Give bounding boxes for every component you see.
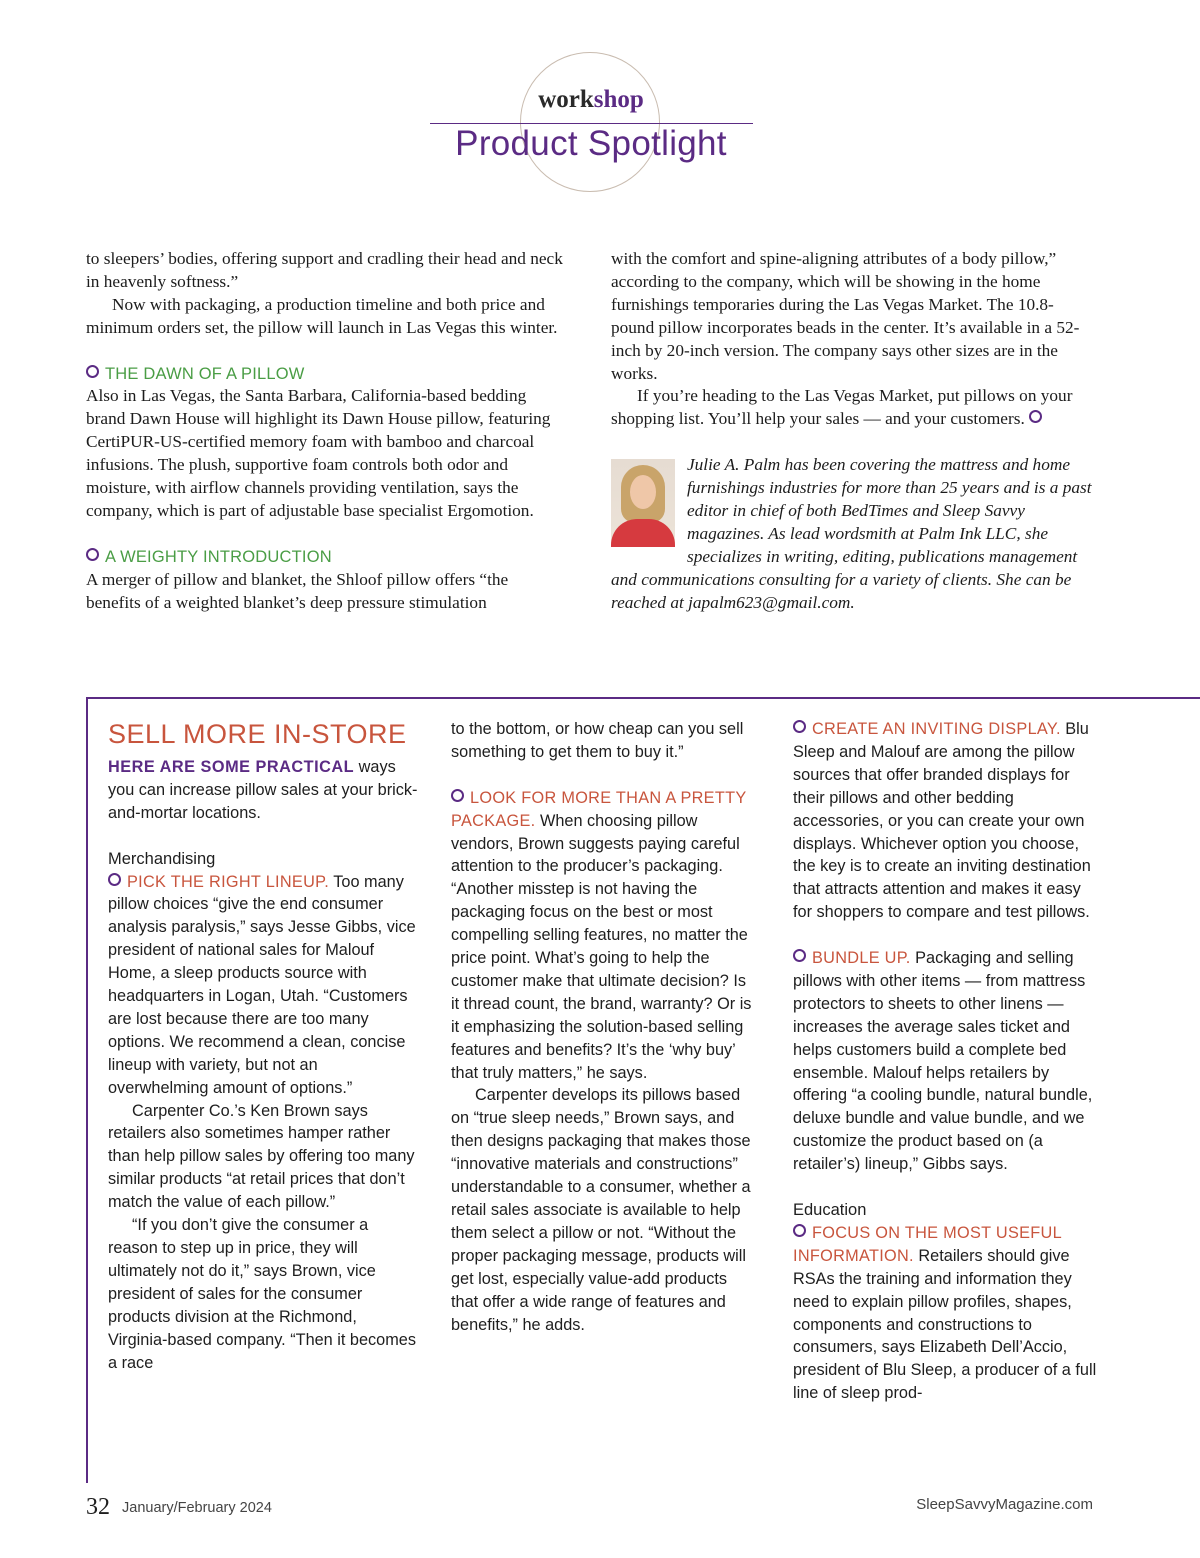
article-paragraph xyxy=(611,385,1097,431)
tip-pretty-package xyxy=(451,787,756,1085)
article-paragraph: Also in Las Vegas, the Santa Barbara, California-based bedding brand Dawn House will highlight its Dawn House pillow, featuring CertiPUR-US-certified memory foam with bamboo and charcoal infusions. The plush, supportive foam controls both odor and moisture, with airflow channels providing ventilation, says the company, which is part of adjustable base specialist Ergomotion. xyxy=(86,386,551,520)
tip-useful-information xyxy=(793,1222,1103,1405)
tip-title: CREATE AN INVITING DISPLAY. xyxy=(812,720,1061,738)
sidebar-column-1 xyxy=(108,718,418,1374)
sidebar-paragraph: “If you don’t give the consumer a reason to step up in price, they will ultimately not do it,” says Brown, vice president of sales for the consumer products division at the Richmond, Virginia-based company. “Then it becomes a race xyxy=(108,1216,416,1372)
author-photo xyxy=(611,459,675,547)
sidebar-lead-rest: ways you can increase pillow sales at your brick-and-mortar locations. xyxy=(108,758,418,822)
circle-bullet-icon xyxy=(793,720,806,733)
tip-title: BUNDLE UP. xyxy=(812,949,911,968)
article-paragraph: Now with packaging, a production timeline and both price and minimum orders set, the pillow will launch in Las Vegas this winter. xyxy=(86,294,558,337)
heading-education: Education xyxy=(793,1201,867,1219)
sidebar-paragraph: Carpenter develops its pillows based on “true sleep needs,” Brown says, and then designs packaging that makes those “innovative materials and constructions” understandable to a consumer, whether a retail sales associate is available to help them select a pillow or not. “Without the proper packaging message, products will get lost, especially value-add products that offer a wide range of features and benefits,” he adds. xyxy=(451,1086,751,1334)
kicker-shop: shop xyxy=(593,86,644,113)
sidebar-lead: HERE ARE SOME PRACTICAL xyxy=(108,758,355,776)
tip-text: Retailers should give RSAs the training and information they need to explain pillow profiles, shapes, components and constructions to consumers, says Elizabeth Dell’Accio, president of Blu Sleep, a producer of a full line of sleep prod- xyxy=(793,1246,1097,1403)
tip-text: Blu Sleep and Malouf are among the pillow sources that offer branded displays for their pillows and other bedding accessories, or you can create your own displays. Whichever option you choose, the key is to create an inviting destination that attracts attention and makes it easy for shoppers to compare and test pillows. xyxy=(793,720,1091,922)
sidebar-box-left-rule xyxy=(86,697,88,1483)
circle-bullet-icon xyxy=(86,548,99,561)
sidebar-paragraph: Carpenter Co.’s Ken Brown says retailers also sometimes hamper rather than help pillow sales by offering too many similar products “at retail prices that don’t match the value of each pillow.” xyxy=(108,1101,415,1212)
section-kicker xyxy=(430,86,752,114)
circle-bullet-icon xyxy=(86,365,99,378)
sidebar-column-3 xyxy=(793,718,1103,1405)
circle-bullet-icon xyxy=(108,873,121,886)
header-circle-ornament xyxy=(520,52,660,192)
article-closing-text: If you’re heading to the Las Vegas Market, put pillows on your shopping list. You’ll help your sales — and your customers. xyxy=(611,386,1073,429)
magazine-website: SleepSavvyMagazine.com xyxy=(916,1496,1093,1513)
tip-bundle-up xyxy=(793,947,1103,1176)
kicker-work: work xyxy=(538,86,594,113)
sidebar-intro xyxy=(108,756,418,825)
circle-bullet-icon xyxy=(793,1224,806,1237)
subhead-text: A WEIGHTY INTRODUCTION xyxy=(105,547,332,566)
sidebar-box-top-rule xyxy=(86,697,1200,699)
subhead-dawn-of-a-pillow xyxy=(86,363,566,386)
tip-text: Too many pillow choices “give the end consumer analysis paralysis,” says Jesse Gibbs, vice president of national sales for Malouf Home, a sleep products source with headquarters in Logan, Utah. “Customers are lost because there are too many options. We recommend a clean, concise lineup with variety, but not an overwhelming amount of options.” xyxy=(108,872,416,1097)
circle-bullet-icon xyxy=(793,949,806,962)
page-title: Product Spotlight xyxy=(455,124,727,163)
tip-pick-lineup xyxy=(108,871,418,1100)
article-paragraph: to sleepers’ bodies, offering support and cradling their head and neck in heavenly softness.” xyxy=(86,249,563,291)
end-mark-icon xyxy=(1029,410,1042,423)
subhead-weighty-introduction xyxy=(86,546,566,569)
subhead-text: THE DAWN OF A PILLOW xyxy=(105,364,305,383)
tip-title: LOOK FOR MORE THAN A PRETTY PACKAGE. xyxy=(451,788,747,830)
article-paragraph: with the comfort and spine-aligning attributes of a body pillow,” according to the company, which will be showing in the home furnishings temporaries during the Las Vegas Market. The 10.8-pound pillow incorporates beads in the center. It’s available in a 52-inch by 20-inch version. The company says other sizes are in the works. xyxy=(611,249,1080,383)
circle-bullet-icon xyxy=(451,789,464,802)
tip-text: When choosing pillow vendors, Brown suggests paying careful attention to the producer’s packaging. “Another misstep is not having the packaging focus on the best or most compelling selling features, no matter the price point. What’s going to help the customer make that ultimate decision? Is it thread count, the brand, warranty? Or is it emphasizing the solution-based selling features and benefits? It’s the ‘why buy’ that truly matters,” he says. xyxy=(451,811,752,1082)
sidebar-title: SELL MORE IN-STORE xyxy=(108,719,407,749)
sidebar-column-2 xyxy=(451,718,756,1336)
page-number: 32 xyxy=(86,1494,110,1520)
tip-title: FOCUS ON THE MOST USEFUL INFORMATION. xyxy=(793,1223,1062,1265)
article-paragraph: A merger of pillow and blanket, the Shloof pillow offers “the benefits of a weighted blanket’s deep pressure stimulation xyxy=(86,569,509,612)
issue-date: January/February 2024 xyxy=(122,1500,272,1516)
article-column-right xyxy=(611,248,1097,614)
tip-text: Packaging and selling pillows with other items — from mattress protectors to sheets to other linens — increases the average sales ticket and helps customers build a complete bed ensemble. Malouf helps retailers by offering “a cooling bundle, natural bundle, deluxe bundle and value bundle, and we customize the product based on (a retailer’s) lineup,” Gibbs says. xyxy=(793,949,1093,1174)
author-bio: Julie A. Palm has been covering the mattress and home furnishings industries for more than 25 years and is a past editor in chief of both BedTimes and Sleep Savvy magazines. As lead wordsmith at Palm Ink LLC, she specializes in writing, editing, publications management and communications consulting for a variety of clients. She can be reached at japalm623@gmail.com. xyxy=(611,455,1092,612)
sidebar-paragraph: to the bottom, or how cheap can you sell something to get them to buy it.” xyxy=(451,720,744,761)
tip-title: PICK THE RIGHT LINEUP. xyxy=(127,872,330,891)
tip-inviting-display xyxy=(793,718,1103,924)
article-column-left xyxy=(86,248,566,614)
heading-merchandising: Merchandising xyxy=(108,849,216,868)
